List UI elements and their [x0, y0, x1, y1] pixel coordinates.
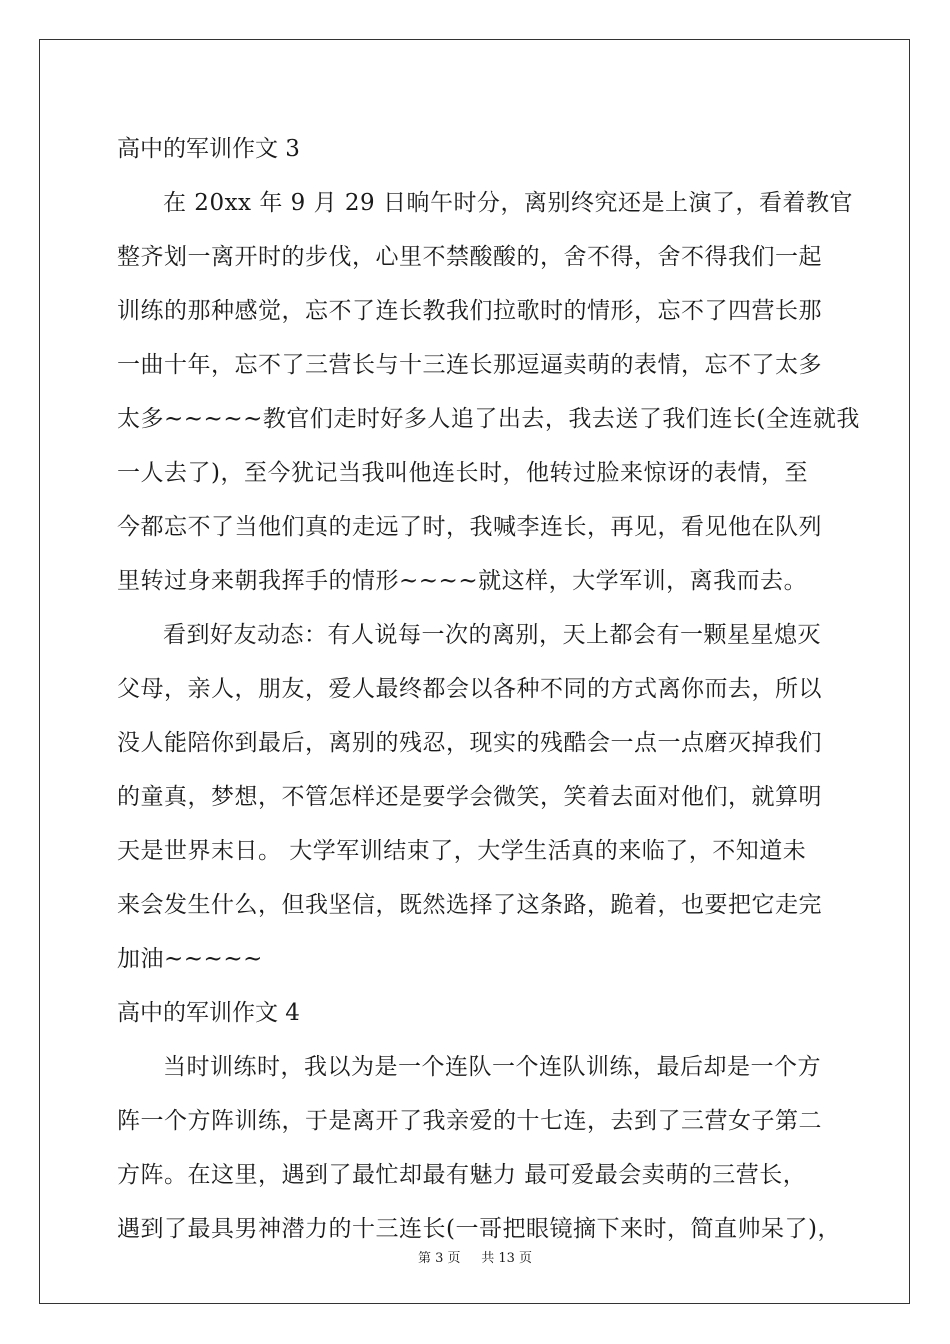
paragraph-line: 当时训练时，我以为是一个连队一个连队训练，最后却是一个方 — [163, 1054, 821, 1080]
paragraph-line: 一曲十年，忘不了三营长与十三连长那逗逼卖萌的表情，忘不了太多 — [117, 352, 822, 378]
page-number: 第 3 页 — [417, 1251, 461, 1266]
paragraph-line: 看到好友动态：有人说每一次的离别，天上都会有一颗星星熄灭 — [163, 622, 821, 648]
paragraph-line: 整齐划一离开时的步伐，心里不禁酸酸的，舍不得，舍不得我们一起 — [117, 244, 822, 270]
page-total: 共 13 页 — [481, 1251, 533, 1266]
document-body — [117, 122, 860, 1256]
paragraph-line: 训练的那种感觉，忘不了连长教我们拉歌时的情形，忘不了四营长那 — [117, 298, 822, 324]
paragraph-line: 的童真，梦想，不管怎样还是要学会微笑，笑着去面对他们，就算明 — [117, 784, 822, 810]
section-heading: 高中的军训作文 3 — [117, 136, 300, 162]
paragraph-line: 方阵。在这里，遇到了最忙却最有魅力 最可爱最会卖萌的三营长， — [117, 1162, 807, 1188]
paragraph — [117, 1040, 841, 1256]
paragraph-line: 来会发生什么，但我坚信，既然选择了这条路，跪着，也要把它走完 — [117, 892, 822, 918]
paragraph-line: 没人能陪你到最后，离别的残忍，现实的残酷会一点一点磨灭掉我们 — [117, 730, 822, 756]
paragraph-line: 阵一个方阵训练，于是离开了我亲爱的十七连，去到了三营女子第二 — [117, 1108, 822, 1134]
section-heading: 高中的军训作文 4 — [117, 1000, 300, 1026]
paragraph-line: 天是世界末日。 大学军训结束了，大学生活真的来临了，不知道未 — [117, 838, 807, 864]
paragraph-line: 遇到了最具男神潜力的十三连长(一哥把眼镜摘下来时，简直帅呆了)， — [117, 1216, 841, 1242]
paragraph-line: 今都忘不了当他们真的走远了时，我喊李连长，再见，看见他在队列 — [117, 514, 822, 540]
paragraph — [117, 608, 837, 986]
paragraph — [117, 176, 860, 608]
paragraph-line: 一人去了)，至今犹记当我叫他连长时，他转过脸来惊讶的表情，至 — [117, 460, 808, 486]
paragraph-line: 太多~~~~~教官们走时好多人追了出去，我去送了我们连长(全连就我 — [117, 406, 860, 432]
paragraph-line: 在 20xx 年 9 月 29 日晌午时分，离别终究还是上演了，看着教官 — [163, 190, 853, 216]
paragraph-line: 父母，亲人，朋友，爱人最终都会以各种不同的方式离你而去，所以 — [117, 676, 822, 702]
paragraph-line: 里转过身来朝我挥手的情形~~~~就这样，大学军训，离我而去。 — [117, 568, 808, 594]
page-footer — [0, 1247, 950, 1266]
paragraph-line: 加油~~~~~ — [117, 946, 263, 972]
